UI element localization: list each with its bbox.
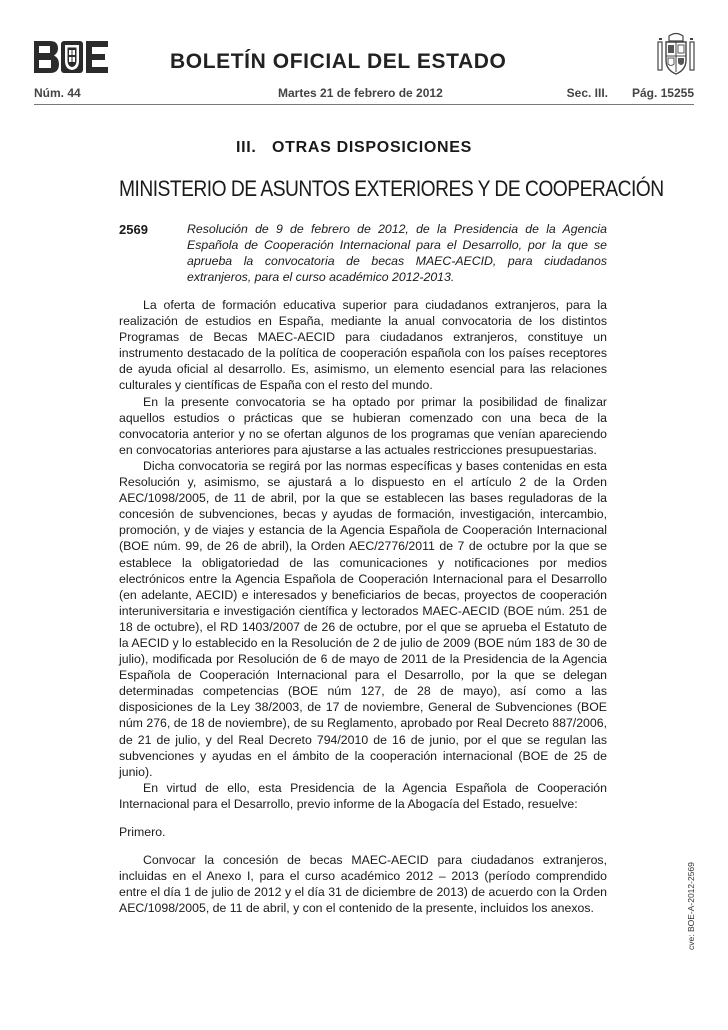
header-divider	[34, 104, 694, 105]
cve-identifier: cve: BOE-A-2012-2569	[686, 862, 696, 950]
issue-date: Martes 21 de febrero de 2012	[278, 86, 443, 100]
section-title: III. OTRAS DISPOSICIONES	[236, 139, 473, 156]
page-number: Pág. 15255	[631, 86, 694, 100]
document-body	[119, 297, 607, 916]
resolution-number: 2569	[119, 222, 148, 237]
issue-meta	[34, 86, 694, 102]
gazette-title: BOLETÍN OFICIAL DEL ESTADO	[170, 50, 507, 73]
coat-of-arms-icon	[656, 32, 696, 78]
section-label: Sec. III.	[566, 86, 608, 100]
paragraph: La oferta de formación educativa superior para ciudadanos extranjeros, para la realización de estudios en España, mediante la anual convocatoria de los distintos Programas de Becas MAEC-AECID para ciudadanos extranjeros, constituye un instrumento destacado de la política de cooperación española con los países receptores de ayuda oficial al desarrollo. Es, asimismo, un elemento esencial para las relaciones culturales y científicas de España con el resto del mundo.	[119, 298, 607, 393]
article-heading-primero: Primero.	[119, 825, 166, 839]
boe-logo-icon	[34, 41, 108, 73]
resolution-summary: Resolución de 9 de febrero de 2012, de la Presidencia de la Agencia Española de Cooperación Internacional para el Desarrollo, por la que se aprueba la convocatoria de becas MAEC-AECID, para ciudadanos extranjeros, para el curso académico 2012-2013.	[187, 222, 607, 284]
paragraph: En virtud de ello, esta Presidencia de la Agencia Española de Cooperación Internacional para el Desarrollo, previo informe de la Abogacía del Estado, resuelve:	[119, 780, 607, 811]
paragraph: En la presente convocatoria se ha optado por primar la posibilidad de finalizar aquellos estudios o prácticas que se hubieran comenzado con una beca de la convocatoria anterior y no se ofertan algunos de los programas que venían apareciendo en convocatorias anteriores para ajustarse a las actuales restricciones presupuestarias.	[119, 394, 607, 457]
paragraph: Dicha convocatoria se regirá por las normas específicas y bases contenidas en esta Resolución y, asimismo, se ajustará a lo dispuesto en el artículo 2 de la Orden AEC/1098/2005, de 11 de abril, por la que se establecen las bases reguladoras de la concesión de subvenciones, becas y ayudas de formación, investigación, intercambio, promoción, y de viajes y estancia de la Agencia Española de Cooperación Internacional (BOE núm. 99, de 26 de abril), la Orden AEC/2776/2011 de 7 de octubre por la que se establece la obligatoriedad de las comunicaciones y notificaciones por medios electrónicos entre la Agencia Española de Cooperación Internacional para el Desarrollo (en adelante, AECID) e interesados y beneficiarios de becas, proyectos de cooperación interuniversitaria e investigación científica y lectorados MAEC-AECID (BOE núm. 251 de 18 de octubre), el RD 1403/2007 de 26 de octubre, por el que se aprueba el Estatuto de la AECID y lo establecido en la Resolución de 2 de julio de 2009 (BOE núm 183 de 30 de julio), modificada por Resolución de 6 de mayo de 2011 de la Presidencia de la Agencia Española de Cooperación Internacional para el Desarrollo, por la que se delegan determinadas competencias (BOE núm 127, de 28 de mayo), así como a las disposiciones de la Ley 38/2003, de 17 de noviembre, General de Subvenciones (BOE núm 276, de 18 de noviembre), de su Reglamento, aprobado por Real Decreto 887/2006, de 21 de julio, y del Real Decreto 794/2010 de 16 de junio, por el que se regulan las subvenciones y ayudas en el ámbito de la cooperación internacional (BOE de 25 de junio).	[119, 458, 607, 779]
paragraph: Convocar la concesión de becas MAEC-AECID para ciudadanos extranjeros, incluidas en el Anexo I, para el curso académico 2012 – 2013 (período comprendido entre el día 1 de julio de 2012 y el día 31 de diciembre de 2013) de acuerdo con la Orden AEC/1098/2005, de 11 de abril, y con el contenido de la presente, incluidos los anexos.	[119, 853, 607, 916]
issue-number: Núm. 44	[34, 86, 81, 100]
ministry-heading: MINISTERIO DE ASUNTOS EXTERIORES Y DE COOPERACIÓN	[119, 176, 664, 201]
